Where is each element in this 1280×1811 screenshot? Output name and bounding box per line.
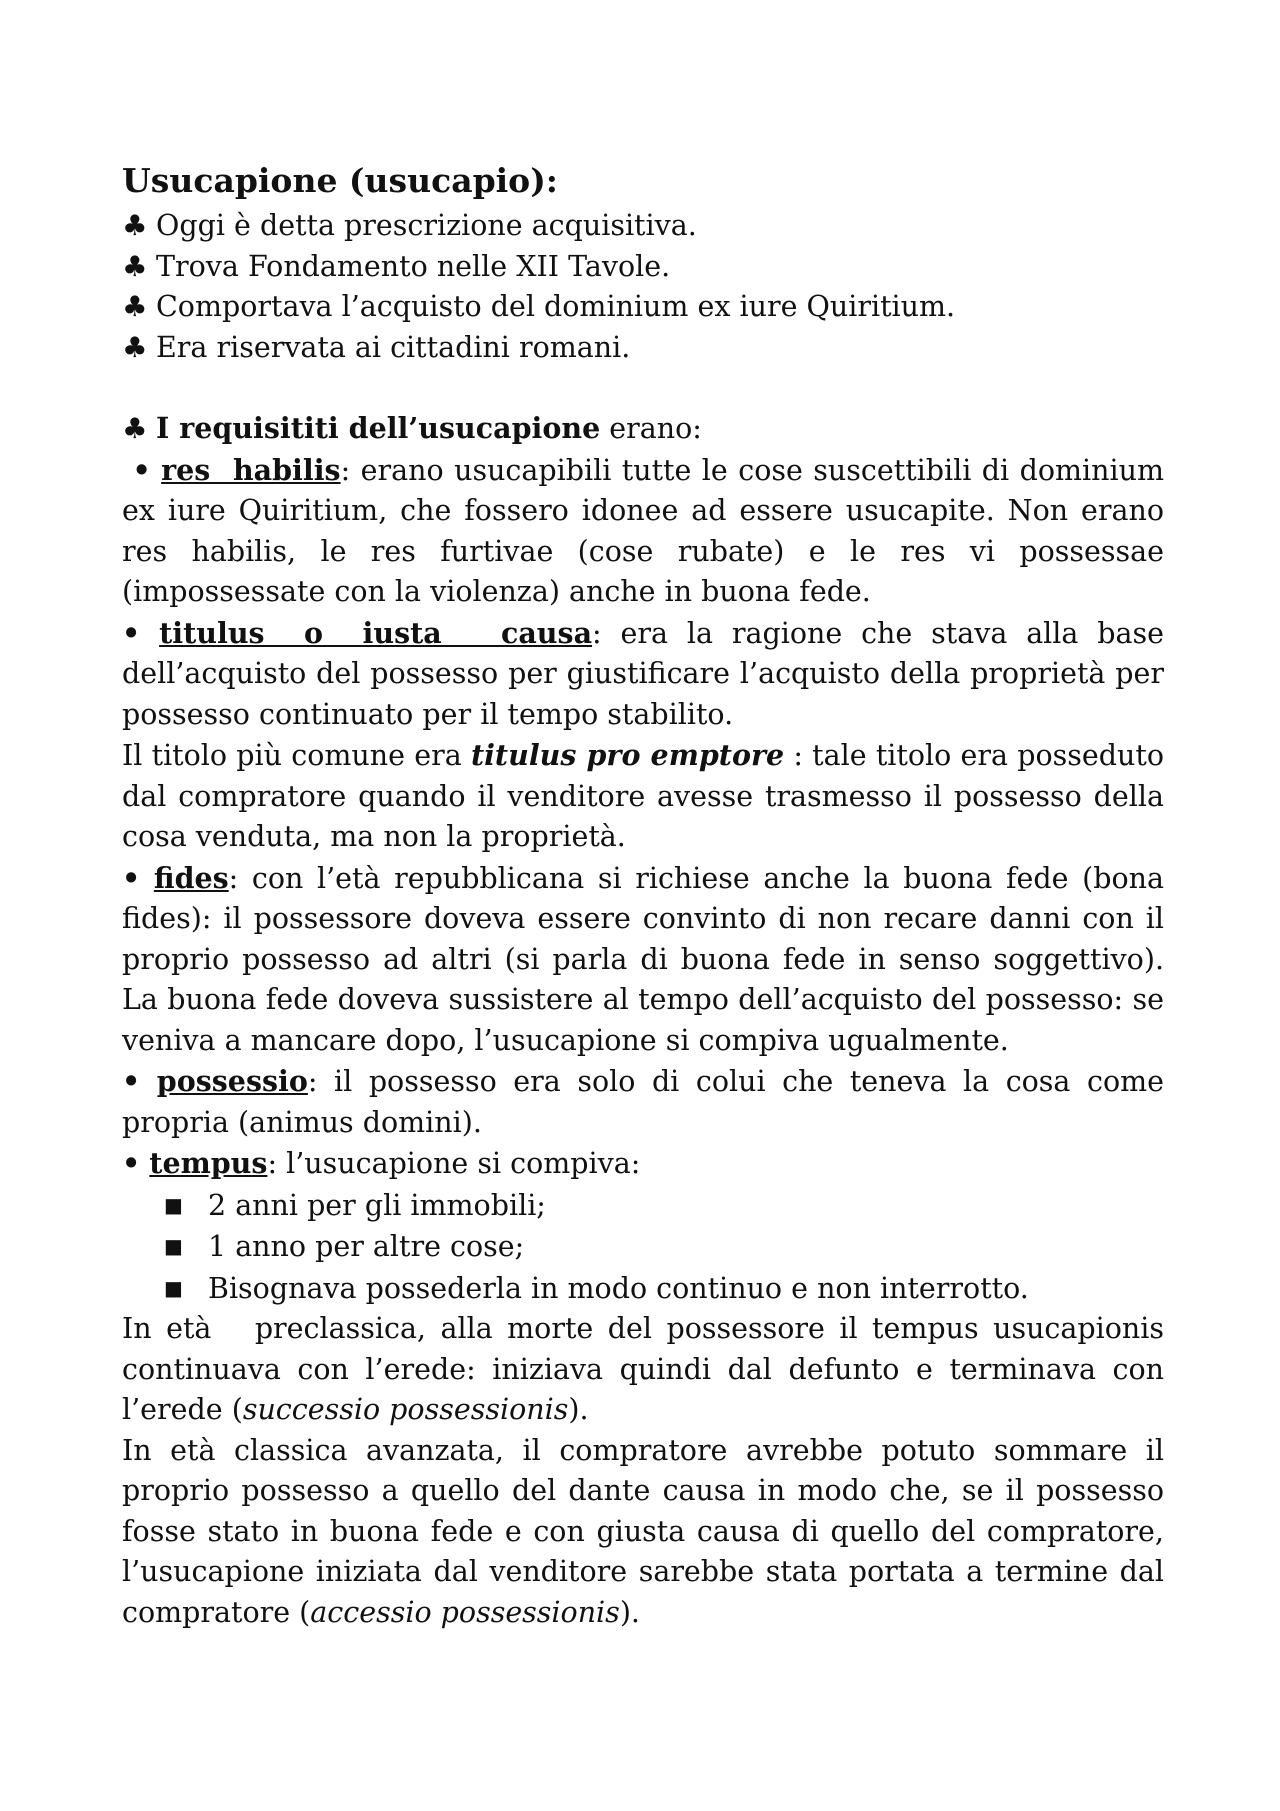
club-icon: ♣ <box>122 249 148 283</box>
club-icon: ♣ <box>122 411 148 445</box>
square-bullet-icon: ■ <box>164 1192 183 1217</box>
requisiti-heading: ♣ I requisititi dell’usucapione erano: <box>122 408 1164 450</box>
tempus-sub-item: ■ 1 anno per altre cose; <box>122 1226 1164 1268</box>
club-icon: ♣ <box>122 330 148 364</box>
intro-bullet: ♣ Era riservata ai cittadini romani. <box>122 328 1164 369</box>
club-icon: ♣ <box>122 209 148 242</box>
club-icon: ♣ <box>122 290 148 323</box>
requisito-titulus: • titulus o iusta causa: era la ragione che stava alla base dell’acquisto del possesso per giustificare l’acquisto della proprietà per possesso continuato per il tempo stabilito. <box>122 615 1165 731</box>
document-page <box>122 158 1174 1633</box>
intro-bullet: ♣ Trova Fondamento nelle XII Tavole. <box>122 247 1164 288</box>
requisito-res-habilis: • res habilis: erano usucapibili tutte le cose suscettibili di dominium ex iure Quiritium, che fossero idonee ad essere usucapite. Non erano res habilis, le res furtivae (cose rubate) e le res vi possessae (impossessate con la violenza) anche in buona fede. <box>122 452 1164 608</box>
bullet-dot: • <box>122 1146 141 1180</box>
square-bullet-icon: ■ <box>164 1234 183 1258</box>
preclassica-paragraph: In età preclassica, alla morte del possessore il tempus usucapionis continuava con l’erede: iniziava quindi dal defunto e terminava con l’erede (successio possessionis). <box>122 1312 1174 1426</box>
page-title: Usucapione (usucapio): <box>122 161 558 200</box>
requisito-tempus: • tempus: l’usucapione si compiva: <box>122 1146 641 1180</box>
bullet-dot: • <box>122 615 141 650</box>
tempus-sub-item: ■ Bisognava possederla in modo continuo e non interrotto. <box>122 1268 1164 1310</box>
square-bullet-icon: ■ <box>164 1275 183 1300</box>
classica-paragraph: In età classica avanzata, il compratore avrebbe potuto sommare il proprio possesso a quello del dante causa in modo che, se il possesso fosse stato in buona fede e con giusta causa di quello del compratore, l’usucapione iniziata dal venditore sarebbe stata portata a termine dal compratore (accessio possessionis). <box>122 1433 1164 1629</box>
intro-bullet: ♣ Oggi è detta prescrizione acquisitiva. <box>122 206 1164 247</box>
intro-bullet: ♣ Comportava l’acquisto del dominium ex iure Quiritium. <box>122 287 1164 328</box>
requisito-possessio: • possessio: il possesso era solo di colui che teneva la cosa come propria (animus domini). <box>122 1064 1164 1139</box>
bullet-dot: • <box>122 1064 141 1098</box>
tempus-sub-item: ■ 2 anni per gli immobili; <box>122 1185 1164 1227</box>
requisito-fides: • fides: con l’età repubblicana si richiese anche la buona fede (bona fides): il possessore doveva essere convinto di non recare danni con il proprio possesso ad altri (si parla di buona fede in senso soggettivo). La buona fede doveva sussistere al tempo dell’acquisto del possesso: se veniva a mancare dopo, l’usucapione si compiva ugualmente. <box>122 860 1164 1057</box>
titulus-paragraph: Il titolo più comune era titulus pro emptore : tale titolo era posseduto dal compratore quando il venditore avesse trasmesso il possesso della cosa venduta, ma non la proprietà. <box>122 738 1164 853</box>
bullet-dot: • <box>122 860 141 895</box>
bullet-dot: • <box>132 452 151 487</box>
